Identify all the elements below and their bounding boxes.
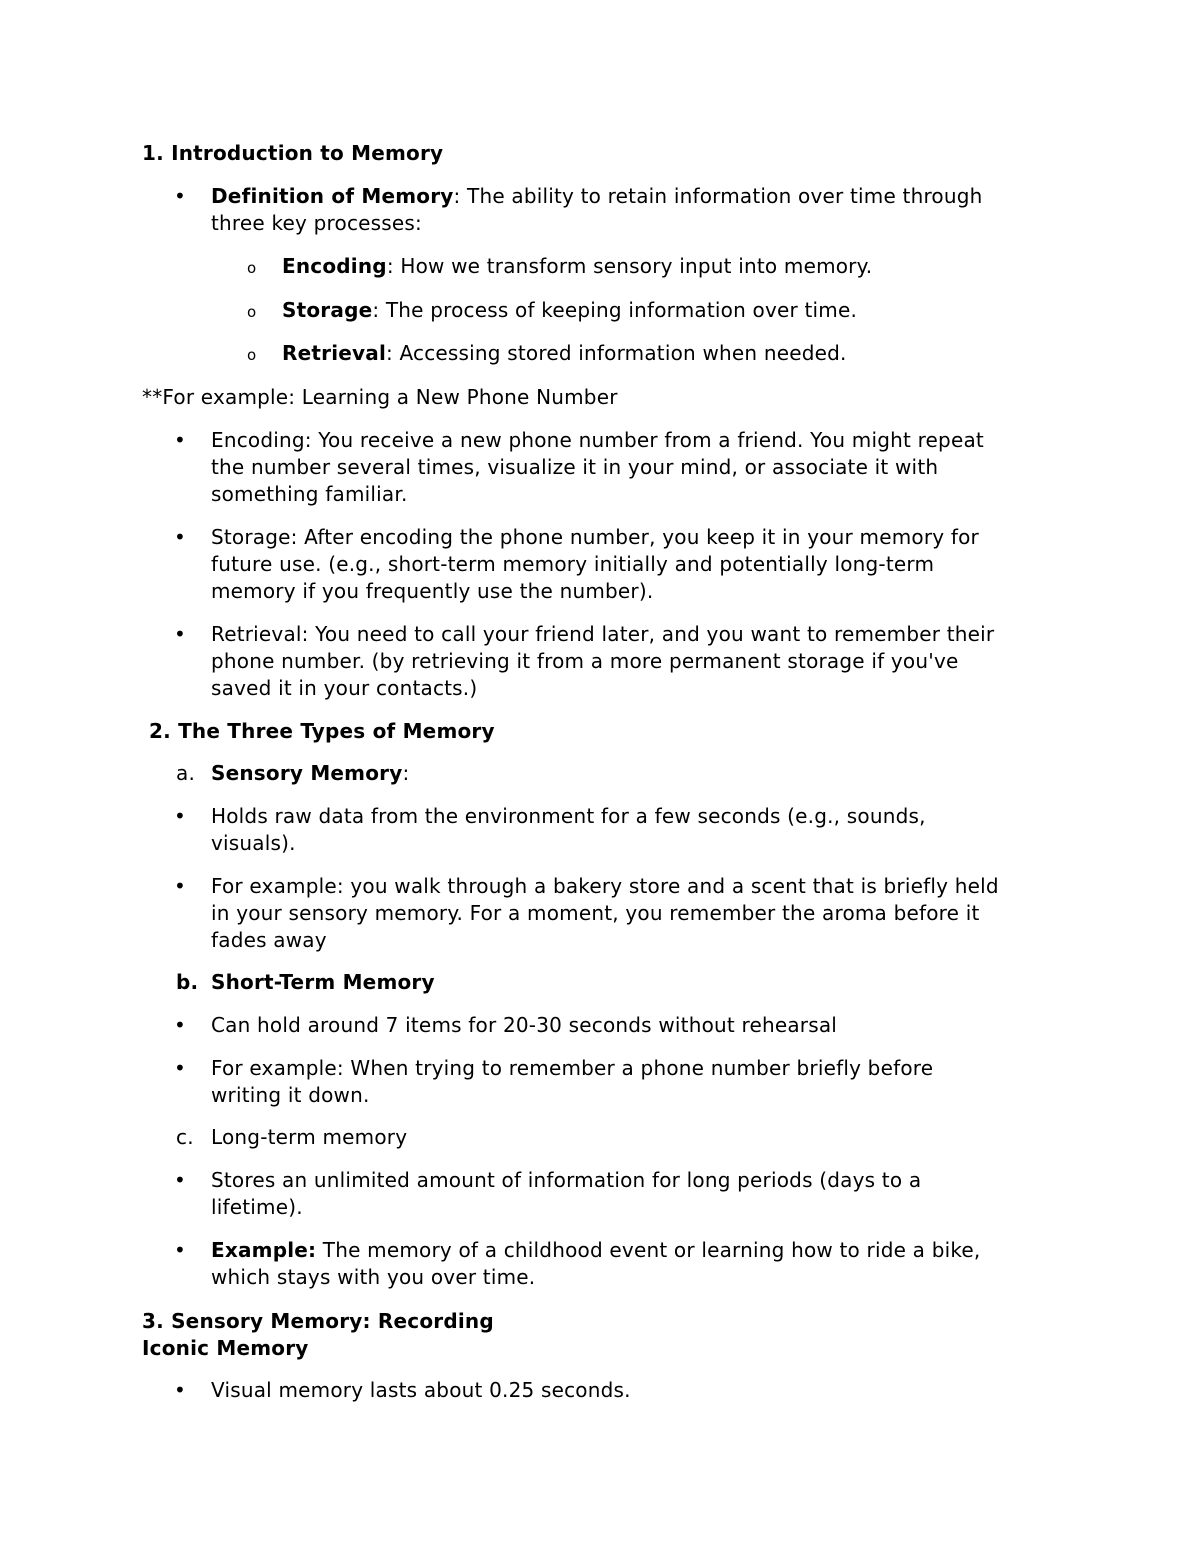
- short-term-item-line: For example: When trying to remember a phone number briefly before: [211, 1056, 934, 1080]
- bullet-icon: •: [174, 428, 186, 452]
- sub-bullet-icon: o: [247, 346, 257, 364]
- section-2-heading: 2. The Three Types of Memory: [149, 719, 495, 743]
- long-term-memory-title: Long-term memory: [211, 1125, 408, 1149]
- sensory-item-line: in your sensory memory. For a moment, you remember the aroma before it: [211, 901, 980, 925]
- bullet-icon: •: [174, 622, 186, 646]
- example-text: The memory of a childhood event or learning how to ride a bike,: [316, 1238, 981, 1262]
- sensory-item-line: fades away: [211, 928, 327, 952]
- example-item-line: Encoding: You receive a new phone number from a friend. You might repeat: [211, 428, 984, 452]
- bullet-icon: •: [174, 874, 186, 898]
- bullet-icon: •: [174, 184, 186, 208]
- example-item-line: phone number. (by retrieving it from a more permanent storage if you've: [211, 649, 959, 673]
- example-item-line: the number several times, visualize it in your mind, or associate it with: [211, 455, 939, 479]
- process-text: : The process of keeping information over time.: [372, 298, 858, 322]
- process-retrieval: [282, 340, 847, 367]
- iconic-item-line: Visual memory lasts about 0.25 seconds.: [211, 1378, 631, 1402]
- title-suffix: :: [402, 761, 410, 785]
- long-term-item-line: lifetime).: [211, 1195, 303, 1219]
- example-item-line: Retrieval: You need to call your friend later, and you want to remember their: [211, 622, 995, 646]
- short-term-item-line: Can hold around 7 items for 20-30 seconds without rehearsal: [211, 1013, 838, 1037]
- bullet-icon: •: [174, 1168, 186, 1192]
- example-heading: **For example: Learning a New Phone Number: [142, 385, 618, 409]
- definition-line-2: three key processes:: [211, 211, 422, 235]
- sensory-memory-title: [211, 760, 409, 787]
- process-text: : How we transform sensory input into memory.: [386, 254, 873, 278]
- long-term-example-line-2: which stays with you over time.: [211, 1265, 536, 1289]
- bullet-icon: •: [174, 1013, 186, 1037]
- sensory-item-line: For example: you walk through a bakery store and a scent that is briefly held: [211, 874, 999, 898]
- sensory-item-line: visuals).: [211, 831, 296, 855]
- list-marker-c: c.: [176, 1125, 194, 1149]
- bullet-icon: •: [174, 804, 186, 828]
- definition-line-1: [211, 183, 983, 210]
- example-item-line: memory if you frequently use the number).: [211, 579, 654, 603]
- iconic-memory-subheading: Iconic Memory: [142, 1336, 309, 1360]
- process-term: Storage: [282, 298, 373, 322]
- bullet-icon: •: [174, 1378, 186, 1402]
- example-term: Example:: [211, 1238, 317, 1262]
- subsection-title: Sensory Memory: [211, 761, 403, 785]
- bullet-icon: •: [174, 1238, 186, 1262]
- process-encoding: [282, 253, 872, 280]
- definition-term: Definition of Memory: [211, 184, 454, 208]
- process-term: Retrieval: [282, 341, 386, 365]
- short-term-memory-title: Short-Term Memory: [211, 970, 435, 994]
- sub-bullet-icon: o: [247, 259, 257, 277]
- bullet-icon: •: [174, 525, 186, 549]
- example-item-line: something familiar.: [211, 482, 408, 506]
- process-text: : Accessing stored information when needed.: [386, 341, 847, 365]
- bullet-icon: •: [174, 1056, 186, 1080]
- process-term: Encoding: [282, 254, 387, 278]
- short-term-item-line: writing it down.: [211, 1083, 370, 1107]
- section-3-heading: 3. Sensory Memory: Recording: [142, 1309, 494, 1333]
- sensory-item-line: Holds raw data from the environment for a few seconds (e.g., sounds,: [211, 804, 926, 828]
- definition-text: : The ability to retain information over time through: [453, 184, 983, 208]
- process-storage: [282, 297, 857, 324]
- sub-bullet-icon: o: [247, 303, 257, 321]
- list-marker-a: a.: [176, 761, 196, 785]
- long-term-example-line-1: [211, 1237, 980, 1264]
- section-1-heading: 1. Introduction to Memory: [142, 141, 444, 165]
- example-item-line: saved it in your contacts.): [211, 676, 478, 700]
- example-item-line: future use. (e.g., short-term memory initially and potentially long-term: [211, 552, 935, 576]
- example-item-line: Storage: After encoding the phone number, you keep it in your memory for: [211, 525, 979, 549]
- list-marker-b: b.: [176, 970, 199, 994]
- long-term-item-line: Stores an unlimited amount of information for long periods (days to a: [211, 1168, 922, 1192]
